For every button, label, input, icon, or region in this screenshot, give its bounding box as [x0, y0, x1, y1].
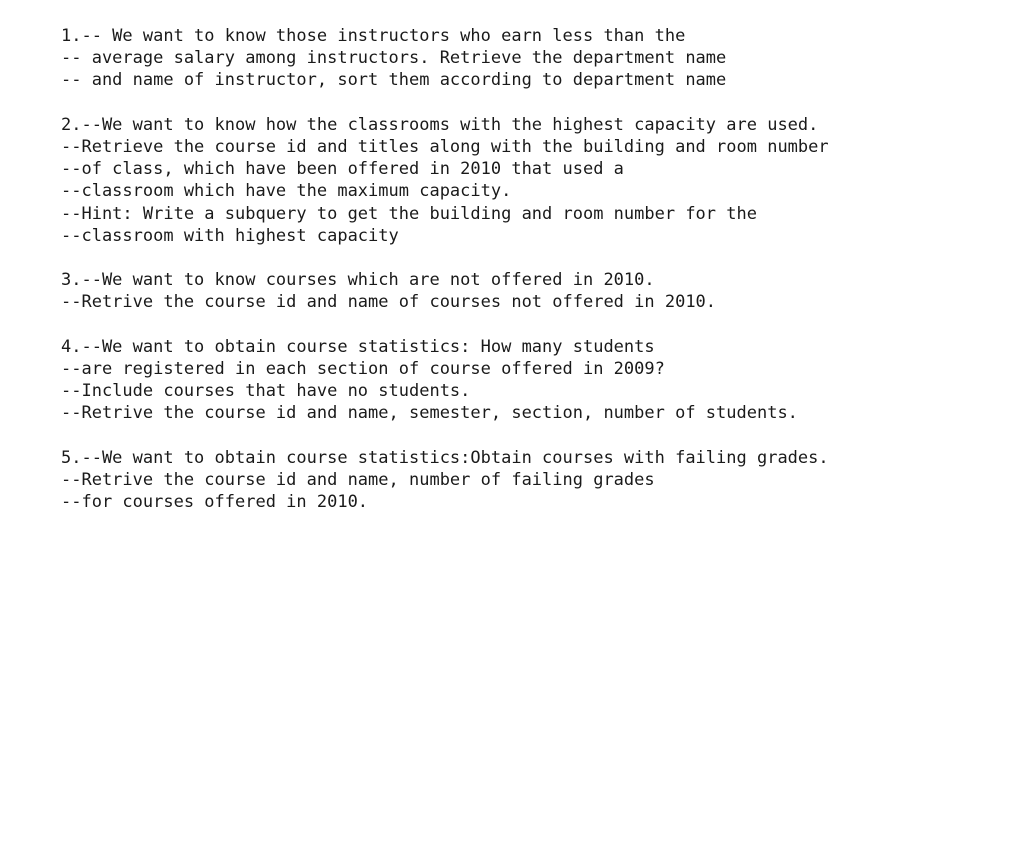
question-2-line-6: --classroom with highest capacity	[61, 225, 399, 246]
question-2-line-4: --classroom which have the maximum capacity.	[61, 181, 512, 202]
question-2-line-1: 2.--We want to know how the classrooms with the highest capacity are used.	[61, 114, 819, 135]
question-5-line-2: --Retrive the course id and name, number of failing grades	[61, 469, 655, 490]
document-body	[61, 25, 829, 535]
question-4-line-1: 4.--We want to obtain course statistics: How many students	[61, 336, 655, 357]
question-3	[61, 269, 829, 313]
question-5-line-3: --for courses offered in 2010.	[61, 491, 369, 512]
question-4-line-4: --Retrive the course id and name, semester, section, number of students.	[61, 403, 798, 424]
question-5	[61, 447, 829, 514]
question-1-line-1: 1.-- We want to know those instructors who earn less than the	[61, 26, 686, 46]
question-4-line-2: --are registered in each section of course offered in 2009?	[61, 358, 665, 379]
question-2	[61, 114, 829, 247]
question-1-line-2: -- average salary among instructors. Retrieve the department name	[61, 48, 727, 69]
question-5-line-1: 5.--We want to obtain course statistics:Obtain courses with failing grades.	[61, 447, 829, 468]
question-4-line-3: --Include courses that have no students.	[61, 381, 471, 401]
question-3-line-2: --Retrive the course id and name of courses not offered in 2010.	[61, 292, 717, 313]
question-1-line-3: -- and name of instructor, sort them according to department name	[61, 70, 727, 91]
question-2-line-2: --Retrieve the course id and titles along with the building and room number	[61, 136, 829, 157]
question-1	[61, 25, 829, 92]
question-4	[61, 336, 829, 425]
question-3-line-1: 3.--We want to know courses which are not offered in 2010.	[61, 270, 655, 291]
question-2-line-5: --Hint: Write a subquery to get the building and room number for the	[61, 203, 757, 224]
question-2-line-3: --of class, which have been offered in 2010 that used a	[61, 159, 624, 180]
